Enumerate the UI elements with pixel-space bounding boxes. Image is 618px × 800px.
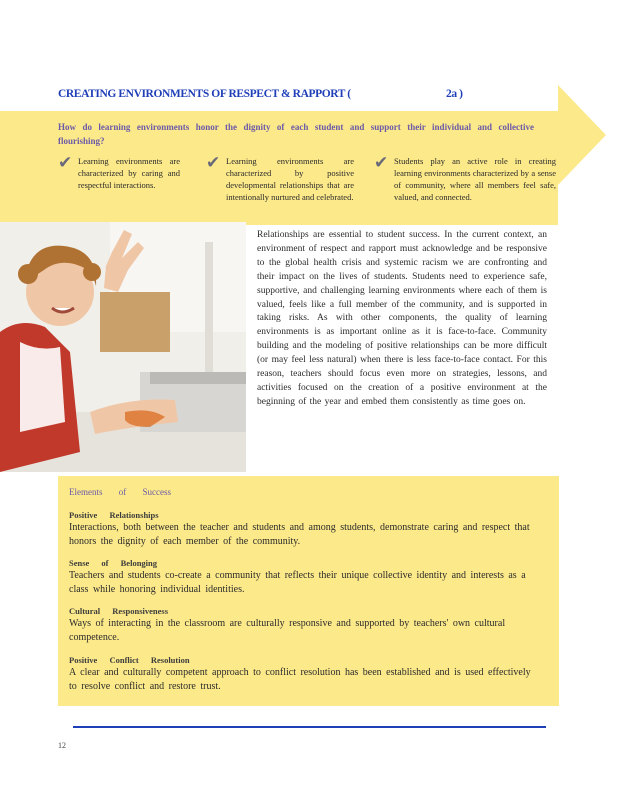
student-photo xyxy=(0,222,246,472)
banner-item-text: Students play an active role in creating learning environments characterized by a sense of community, where all members feel safe, valued, and connected. xyxy=(394,156,556,202)
banner-item-text: Learning environments are characterized by caring and respectful interactions. xyxy=(78,156,180,190)
page-title-text: CREATING ENVIRONMENTS OF RESPECT & RAPPORT ( xyxy=(58,88,351,100)
element-heading: Positive Relationships xyxy=(69,510,159,520)
element-description: Ways of interacting in the classroom are culturally responsive and supported by teachers' own cultural competence. xyxy=(69,618,506,643)
checkmark-icon: ✔ xyxy=(206,153,221,173)
element-item xyxy=(69,655,539,694)
element-item xyxy=(69,558,539,597)
page-title xyxy=(58,88,463,100)
checkmark-icon: ✔ xyxy=(374,153,389,173)
element-item xyxy=(69,510,539,549)
element-heading: Positive Conflict Resolution xyxy=(69,655,190,665)
element-description: A clear and culturally competent approach to conflict resolution has been established and is used effectively to resolve conflict and restore trust. xyxy=(69,667,531,692)
element-heading: Cultural Responsiveness xyxy=(69,606,169,616)
footer-divider xyxy=(73,726,546,728)
checkmark-icon: ✔ xyxy=(58,153,73,173)
component-code: 2a ) xyxy=(446,88,463,100)
element-heading: Sense of Belonging xyxy=(69,558,158,568)
page-number: 12 xyxy=(58,741,66,750)
body-paragraph: Relationships are essential to student success. In the current context, an environment of respect and rapport must acknowledge and be responsive to the global health crisis and systemic racism we are confronting and their impact on the lives of students. Students need to experience safe, supportive, and challenging learning environments where each of them is valued, feels like a full member of the community, and is supported in taking risks. As with other components, the quality of learning environments is as important online as it is face-to-face. Community building and the modeling of positive relationships can be more difficult (or may feel less natural) when there is less face-to-face contact. For this reason, teachers should focus even more on strategies, lessons, and activities focused on the creation of a positive environment at the beginning of the year and embed them consistently as time goes on. xyxy=(257,230,547,407)
student-waving-illustration xyxy=(0,222,246,472)
elements-of-success-box xyxy=(58,476,559,706)
element-description: Teachers and students co-create a community that reflects their unique collective identity and interests as a class while honoring individual identities. xyxy=(69,570,526,595)
element-description: Interactions, both between the teacher and students and among students, demonstrate caring and respect that honors the dignity of each member of the community. xyxy=(69,522,530,547)
banner-item-text: Learning environments are characterized by positive developmental relationships that are intentionally nurtured and celebrated. xyxy=(226,156,354,202)
elements-title: Elements of Success xyxy=(69,487,171,497)
guiding-question: How do learning environments honor the dignity of each student and support their individual and collective flourishing? xyxy=(58,122,534,146)
element-item xyxy=(69,606,539,645)
